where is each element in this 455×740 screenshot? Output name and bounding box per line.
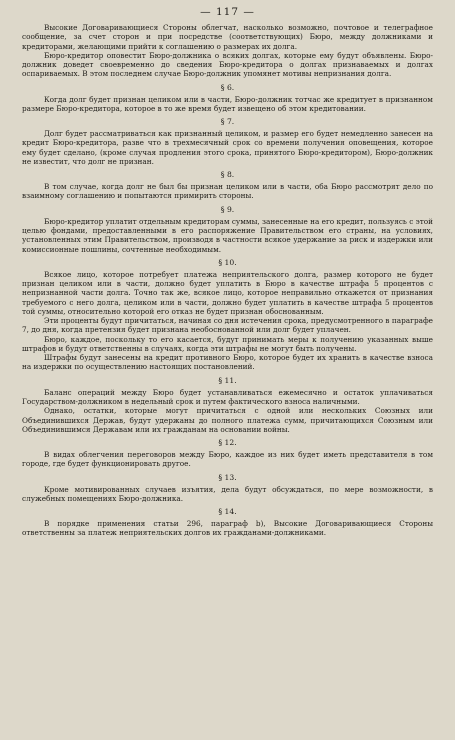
section-heading: § 9.	[220, 204, 235, 214]
paragraph: Бюро, каждое, поскольку то его касается, будут принимать меры к получению указанных выше штрафов и будут ответственны в случаях, когда эти штрафы не могут быть получены.	[22, 334, 433, 353]
paragraph: Всякое лицо, которое потребует платежа неприятельского долга, размер которого не будет признан целиком или в части, должно будет уплатить в Бюро в качестве штрафа 5 процентов с непризнанной части долга. Точно так же, всякое лицо, которое неправильно откажется от признания требуемого с него долга, целиком или в части, должно будет уплатить в качестве штрафа 5 процентов той суммы, относительно которой его отказ не будет признан обоснованным.	[22, 269, 433, 316]
paragraph: В видах облегчения переговоров между Бюро, каждое из них будет иметь представителя в том городе, где будет функционировать другое.	[22, 450, 433, 469]
paragraph: Когда долг будет признан целиком или в части, Бюро-должник тотчас же кредитует в признанном размере Бюро-кредитора, которое в то же время будет извещено об этом кредитовании.	[22, 94, 433, 113]
paragraph: В том случае, когда долг не был бы признан целиком или в части, оба Бюро рассмотрят дело по взаимному соглашению и попытаются примирить стороны.	[22, 182, 433, 201]
paragraph: Высокие Договаривающиеся Стороны облегчат, насколько возможно, почтовое и телеграфное сообщение, за счет сторон и при посредстве (соответствующих) Бюро, между должниками и кредиторами, желающими прийти к соглашению о размерах их долга.	[22, 23, 433, 51]
paragraph: Бюро-кредитор оповестит Бюро-должника о всяких долгах, которые ему будут объявлены. Бюро-должник доведет своевременно до сведения Бюро-кредитора о долгах признаваемых и долгах оспариваемых. В этом последнем случае Бюро-должник упомянет мотивы непризнания долга.	[22, 50, 433, 79]
section-heading: § 13.	[218, 472, 237, 482]
page-number: — 117 —	[200, 6, 255, 18]
section-heading: § 10.	[218, 257, 237, 267]
paragraph: Бюро-кредитор уплатит отдельным кредиторам суммы, занесенные на его кредит, пользуясь с этой целью фондами, предоставленными в его распоряжение Правительством его страны, на условиях, установленных этим Правительством, производя в частности всякое удержание за риск и издержки или комиссионные пошлины, сочтенные необходимым.	[22, 216, 433, 254]
section-heading: § 14.	[218, 507, 237, 517]
section-heading: § 11.	[218, 375, 237, 385]
paragraph: Эти проценты будут причитаться, начиная со дня истечения срока, предусмотренного в параграфе 7, до дня, когда претензия будет признана необоснованной или долг будет уплачен.	[22, 316, 433, 335]
section-heading: § 8.	[220, 170, 235, 180]
paragraph: Однако, остатки, которые могут причитаться с одной или нескольких Союзных или Объединившихся Держав, будут удержаны до полного платежа сумм, причитающихся Союзным или Объединившимся Державам или их гражданам на основании войны.	[22, 406, 433, 434]
page-body	[22, 23, 433, 538]
section-heading: § 12.	[218, 438, 237, 448]
section-heading: § 7.	[220, 117, 235, 127]
paragraph: В порядке применения статьи 296, параграф b), Высокие Договаривающиеся Стороны ответственны за платеж неприятельских долгов их гражданами-должниками.	[22, 519, 433, 538]
paragraph: Кроме мотивированных случаев изъятия, дела будут обсуждаться, по мере возможности, в служебных помещениях Бюро-должника.	[22, 484, 433, 503]
paragraph: Штрафы будут занесены на кредит противного Бюро, которое будет их хранить в качестве взноса на издержки по осуществлению настоящих постановлений.	[22, 353, 433, 372]
section-heading: § 6.	[220, 82, 235, 92]
paragraph: Долг будет рассматриваться как признанный целиком, и размер его будет немедленно занесен на кредит Бюро-кредитора, разве что в трехмесячный срок со времени получения оповещения, которое ему будет сделано, (кроме случая продления этого срока, принятого Бюро-кредитором), Бюро-должник не известит, что долг не признан.	[22, 129, 433, 166]
paragraph: Баланс операций между Бюро будет устанавливаться ежемесячно и остаток уплачиваться Государством-должником в недельный срок и путем фактического взноса наличными.	[22, 387, 433, 406]
